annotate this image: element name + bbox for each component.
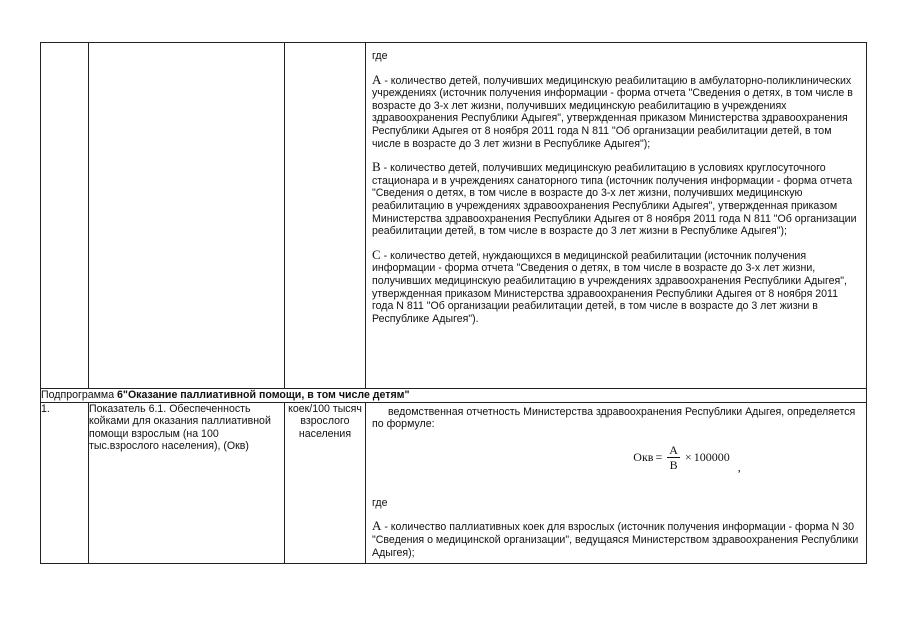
variable-symbol: A [372, 518, 382, 534]
variable-text: - количество детей, получивших медицинскую реабилитацию в условиях круглосуточного стационара и в учреждениях санаторного типа (источник получения информации - форма отчета "Сведения о детях, в том числе в возрасте до 3-х лет жизни, получивших медицинскую реабилитацию в учреждениях здравоохранения Республики Адыгея", утвержденная приказом Министерства здравоохранения Республики Адыгея от 8 ноября 2011 года N 811 "Об организации реабилитации детей, в том числе в возрасте до 3 лет жизни в Республике Адыгея"); [372, 162, 857, 238]
formula-fraction [667, 443, 680, 472]
variable-text: - количество детей, получивших медицинскую реабилитацию в амбулаторно-поликлинических учреждениях (источник получения информации - форма отчета "Сведения о детях, в том числе в возрасте до 3-х лет жизни, получивших медицинскую реабилитацию в учреждениях здравоохранения Республики Адыгея", утвержденная приказом Министерства здравоохранения Республики Адыгея от 8 ноября 2011 года N 811 "Об организации реабилитации детей, в том числе в возрасте до 3 лет жизни в Республике Адыгея"); [372, 74, 853, 150]
formula-numerator: A [669, 443, 678, 458]
name-cell [89, 43, 285, 389]
subprogram-prefix: Подпрограмма [41, 389, 118, 401]
subprogram-title: 6"Оказание паллиативной помощи, в том числе детям" [117, 389, 410, 401]
table-row [41, 43, 867, 389]
formula-denominator: B [669, 458, 678, 473]
variable-symbol: B [372, 159, 381, 175]
formula-comma: , [737, 460, 741, 475]
formula-lhs: Окв [633, 450, 654, 465]
method-cell [366, 43, 867, 389]
formula-factor: 100000 [693, 450, 730, 465]
variable-definition [372, 71, 862, 151]
variable-definition [372, 520, 862, 559]
number-cell [41, 43, 89, 389]
indicator-table [40, 42, 867, 564]
formula-times: × [684, 450, 692, 465]
section-row [41, 389, 867, 403]
variable-text: - количество паллиативных коек для взрослых (источник получения информации - форма N 30 "Сведения о медицинской организации", ведущаяся Министерством здравоохранения Республики Адыгея); [372, 521, 859, 559]
table-row [41, 402, 867, 564]
subprogram-heading [41, 389, 867, 403]
variable-text: - количество детей, нуждающихся в медицинской реабилитации (источник получения информации - форма отчета "Сведения о детях, в том числе в возрасте до 3-х лет жизни, получивших медицинскую реабилитацию в учреждениях здравоохранения Республики Адыгея", утвержденная приказом Министерства здравоохранения Республики Адыгея от 8 ноября 2011 года N 811 "Об организации реабилитации детей, в том числе в возрасте до 3 лет жизни в Республике Адыгея"). [372, 249, 847, 325]
variable-symbol: C [372, 246, 381, 262]
unit-cell: коек/100 тысяч взрослого населения [285, 402, 366, 564]
number-cell: 1. [41, 402, 89, 564]
source-text: ведомственная отчетность Министерства здравоохранения Республики Адыгея, определяется по формуле: [372, 405, 856, 431]
method-cell [366, 402, 867, 564]
unit-cell [285, 43, 366, 389]
variable-symbol: A [372, 71, 382, 87]
where-label: где [372, 50, 388, 62]
variable-definition [372, 246, 862, 326]
variable-definition [372, 161, 862, 238]
where-label: где [372, 496, 388, 509]
formula [512, 441, 862, 475]
indicator-name: Показатель 6.1. Обеспеченность койками для оказания паллиативной помощи взрослым (на 100 тыс.взрослого населения), (Окв) [89, 402, 285, 564]
formula-equals: = [655, 450, 663, 465]
